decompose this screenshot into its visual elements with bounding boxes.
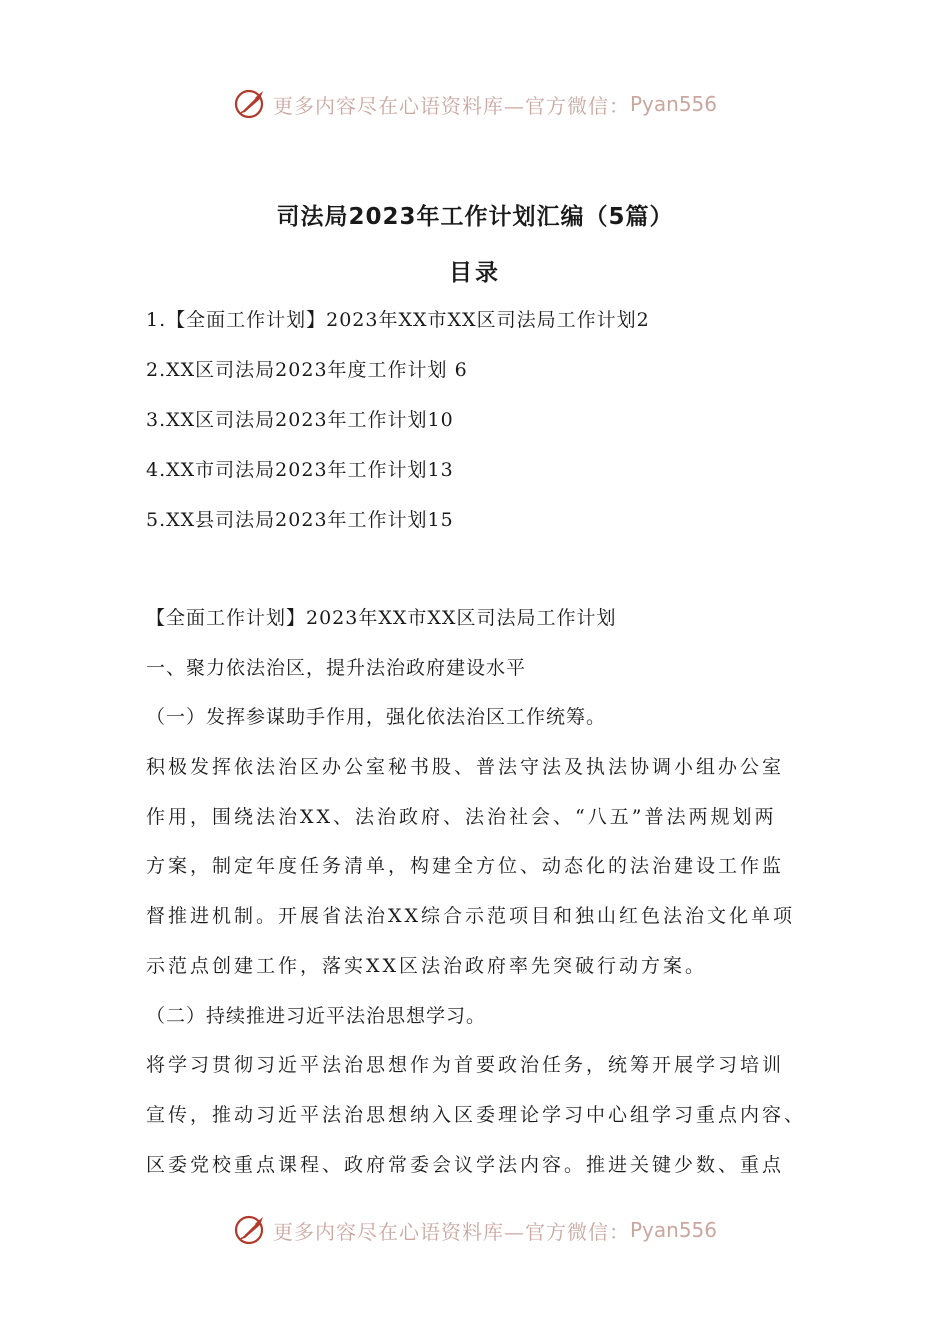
paragraph-line: 作用，围绕法治XX、法治政府、法治社会、“八五”普法两规划两 — [146, 805, 777, 828]
header-watermark — [0, 82, 950, 126]
paragraph-line: 积极发挥依法治区办公室秘书股、普法守法及执法协调小组办公室 — [146, 756, 785, 779]
chapter-heading: 一、聚力依法治区，提升法治政府建设水平 — [146, 656, 527, 679]
paragraph-line: 督推进机制。开展省法治XX综合示范项目和独山红色法治文化单项 — [146, 905, 796, 928]
section-heading: 【全面工作计划】2023年XX市XX区司法局工作计划 — [146, 607, 617, 629]
watermark-text: 更多内容尽在心语资料库—官方微信： — [272, 1219, 630, 1244]
footer-watermark — [0, 1208, 950, 1252]
watermark-wechat-id: Pyan556 — [629, 1218, 717, 1242]
watermark-wechat-id: Pyan556 — [629, 92, 717, 116]
table-of-contents — [146, 303, 846, 553]
toc-item[interactable]: 4.XX市司法局2023年工作计划13 — [146, 459, 454, 481]
toc-item[interactable]: 2.XX区司法局2023年度工作计划 6 — [146, 359, 468, 381]
subsection-heading: （二）持续推进习近平法治思想学习。 — [146, 1004, 487, 1027]
document-body — [146, 601, 826, 1197]
paragraph-line: 示范点创建工作，落实XX区法治政府率先突破行动方案。 — [146, 954, 708, 977]
quill-logo-icon — [233, 1212, 269, 1248]
watermark-text: 更多内容尽在心语资料库—官方微信： — [272, 93, 630, 118]
paragraph-line: 方案，制定年度任务清单，构建全方位、动态化的法治建设工作监 — [146, 855, 785, 878]
toc-heading: 目录 — [449, 260, 501, 286]
document-title: 司法局2023年工作计划汇编（5篇） — [276, 204, 674, 230]
toc-item[interactable]: 3.XX区司法局2023年工作计划10 — [146, 409, 454, 431]
quill-logo-icon — [233, 86, 269, 122]
paragraph-line: 宣传，推动习近平法治思想纳入区委理论学习中心组学习重点内容、 — [146, 1103, 807, 1126]
toc-item[interactable]: 1.【全面工作计划】2023年XX市XX区司法局工作计划2 — [146, 309, 650, 331]
subsection-heading: （一）发挥参谋助手作用，强化依法治区工作统筹。 — [146, 706, 607, 729]
paragraph-line: 将学习贯彻习近平法治思想作为首要政治任务，统筹开展学习培训 — [146, 1054, 785, 1077]
paragraph-line: 区委党校重点课程、政府常委会议学法内容。推进关键少数、重点 — [146, 1153, 785, 1176]
toc-item[interactable]: 5.XX县司法局2023年工作计划15 — [146, 509, 454, 531]
